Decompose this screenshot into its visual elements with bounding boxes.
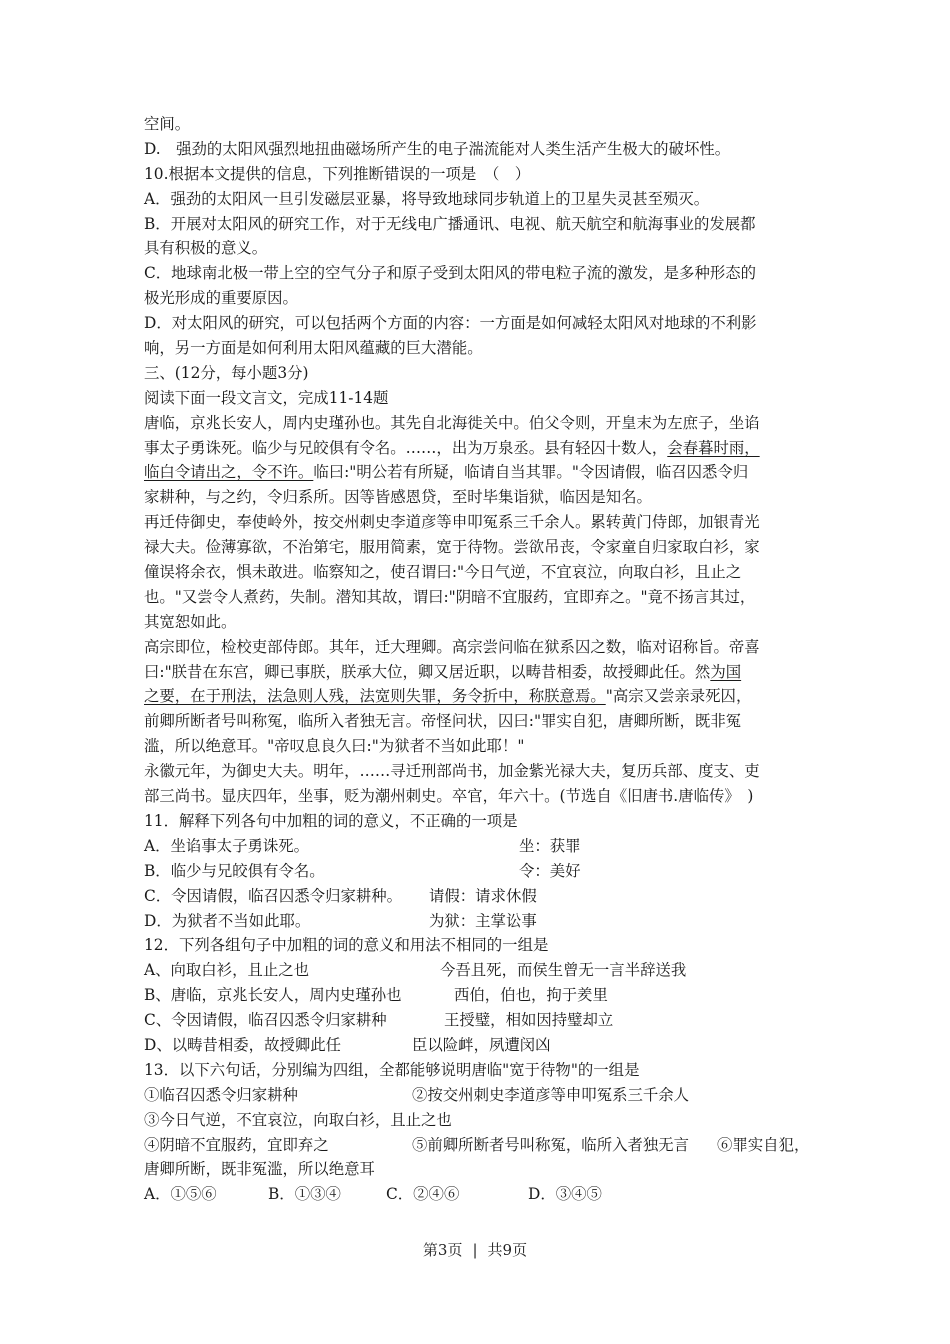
option-sentence: D．为狱者不当如此耶。 [144, 911, 311, 930]
passage-line: 高宗即位，检校吏部侍郎。其年，迁大理卿。高宗尝问临在狱系囚之数，临对诏称旨。帝喜 [144, 637, 760, 656]
option-c-q10: C．地球南北极一带上空的空气分子和原子受到太阳风的带电粒子流的激发，是多种形态的 [144, 264, 757, 283]
passage-text: 曰:"朕昔在东宫，卿已事朕，朕承大位，卿又居近职，以畴昔相委，故授卿此任。然 [144, 662, 711, 681]
answer-option-c: C．②④⑥ [386, 1185, 460, 1204]
option-d-q9: D. 强劲的太阳风强烈地扭曲磁场所产生的电子湍流能对人类生活产生极大的破坏性。 [144, 139, 731, 158]
choice-item: ②按交州刺史李道彦等申叩冤系三千余人 [412, 1085, 690, 1104]
answer-options-q13 [144, 1182, 824, 1207]
passage-line [144, 684, 824, 709]
option-gloss: 坐：获罪 [519, 836, 581, 855]
passage-text: 事太子勇诛死。临少与兄皎俱有令名。……，出为万泉丞。县有轻囚十数人， [144, 438, 668, 457]
choice-item: ①临召囚悉令归家耕种 [144, 1085, 298, 1104]
passage-line [144, 660, 824, 685]
page-total: 共9页 [487, 1241, 528, 1259]
section-heading: 三、(12分，每小题3分) [144, 363, 309, 382]
passage-line: 其宽恕如此。 [144, 612, 237, 631]
passage-line: 部三尚书。显庆四年，坐事，贬为潮州刺史。卒官，年六十。(节选自《旧唐书.唐临传》 ) [144, 787, 754, 806]
option-sentence: B、唐临，京兆长安人，周内史瑾孙也 [144, 986, 402, 1005]
passage-line: 禄大夫。俭薄寡欲，不治第宅，服用简素，宽于待物。尝欲吊丧，令家童自归家取白衫，家 [144, 538, 760, 557]
underlined-text: 之要，在于刑法，法急则人残，法宽则失罪，务令折中，称朕意焉。 [144, 687, 606, 706]
option-b-q11 [144, 859, 824, 884]
option-a-q12 [144, 958, 824, 983]
question-11: 11．解释下列各句中加粗的词的意义，不正确的一项是 [144, 811, 518, 830]
footer-divider: | [472, 1241, 478, 1259]
answer-option-a: A．①⑤⑥ [144, 1185, 217, 1204]
option-b-q12 [144, 983, 824, 1008]
text-line: 具有积极的意义。 [144, 239, 268, 258]
option-gloss: 为狱：主掌讼事 [429, 911, 537, 930]
option-sentence: B．临少与兄皎俱有令名。 [144, 861, 325, 880]
choice-row: ③今日气逆，不宜哀泣，向取白衫，且止之也 [144, 1110, 452, 1129]
passage-line: 也。"又尝令人煮药，失制。潜知其故，谓曰:"阴暗不宜服药，宜即弃之。"竟不扬言其过， [144, 587, 756, 606]
answer-option-d: D．③④⑤ [528, 1185, 602, 1204]
option-d-q10: D．对太阳风的研究，可以包括两个方面的内容：一方面是如何减轻太阳风对地球的不利影 [144, 314, 757, 333]
question-12: 12．下列各组句子中加粗的词的意义和用法不相同的一组是 [144, 936, 549, 955]
option-c-q11 [144, 884, 824, 909]
passage-line [144, 460, 824, 485]
question-10: 10.根据本文提供的信息，下列推断错误的一项是 （ ） [144, 164, 531, 183]
text-line: 响，另一方面是如何利用太阳风蕴藏的巨大潜能。 [144, 339, 483, 358]
option-sentence: A．坐谄事太子勇诛死。 [144, 836, 310, 855]
passage-line: 前卿所断者号叫称冤，临所入者独无言。帝怪问状，囚曰:"罪实自犯，唐卿所断，既非冤 [144, 712, 742, 731]
passage-line: 家耕种，与之约，令归系所。因等皆感恩贷，至时毕集诣狱，临因是知名。 [144, 488, 652, 507]
choice-item: ⑥罪实自犯， [717, 1135, 810, 1154]
page-footer [0, 1240, 950, 1260]
page-number: 第3页 [422, 1241, 463, 1259]
document-page [144, 112, 824, 1207]
text-line: 极光形成的重要原因。 [144, 289, 298, 308]
option-compare: 臣以险衅，夙遭闵凶 [412, 1035, 551, 1054]
passage-line: 永徽元年，为御史大夫。明年，……寻迁刑部尚书，加金紫光禄大夫，复历兵部、度支、吏 [144, 762, 760, 781]
passage-text: "高宗又尝亲录死囚， [605, 687, 752, 706]
passage-line: 唐临，京兆长安人，周内史瑾孙也。其先自北海徙关中。伯父令则，开皇末为左庶子，坐谄 [144, 413, 760, 432]
passage-line: 再迁侍御史，奉使岭外，按交州刺史李道彦等申叩冤系三千余人。累转黄门侍郎，加银青光 [144, 513, 760, 532]
answer-option-b: B．①③④ [268, 1185, 341, 1204]
option-c-q12 [144, 1008, 824, 1033]
reading-instruction: 阅读下面一段文言文，完成11-14题 [144, 388, 389, 407]
choice-row [144, 1133, 824, 1158]
option-sentence: C、令因请假，临召囚悉令归家耕种 [144, 1011, 387, 1030]
choice-item: ④阴暗不宜服药，宜即弃之 [144, 1135, 329, 1154]
option-a-q11 [144, 834, 824, 859]
passage-line: 滥，所以绝意耳。"帝叹息良久曰:"为狱者不当如此耶！" [144, 737, 525, 756]
option-compare: 王授璧，相如因持璧却立 [444, 1011, 614, 1030]
option-d-q12 [144, 1033, 824, 1058]
option-gloss: 请假：请求休假 [429, 886, 537, 905]
underlined-text: 临白令请出之，令不许。 [144, 463, 314, 482]
option-a-q10: A．强劲的太阳风一旦引发磁层亚暴，将导致地球同步轨道上的卫星失灵甚至殒灭。 [144, 189, 710, 208]
passage-line [144, 436, 824, 461]
option-sentence: A、向取白衫，且止之也 [144, 961, 310, 980]
option-b-q10: B．开展对太阳风的研究工作，对于无线电广播通讯、电视、航天航空和航海事业的发展都 [144, 214, 756, 233]
underlined-text: 会春暮时雨， [667, 438, 760, 457]
passage-line: 僮误将余衣，惧未敢进。临察知之，使召谓曰:"今日气逆，不宜哀泣，向取白衫，且止之 [144, 563, 742, 582]
choice-item: ⑤前卿所断者号叫称冤，临所入者独无言 [412, 1135, 690, 1154]
choice-row: 唐卿所断，既非冤滥，所以绝意耳 [144, 1160, 375, 1179]
underlined-text: 为国 [710, 662, 742, 681]
question-13: 13．以下六句话，分别编为四组，全都能够说明唐临"宽于待物"的一组是 [144, 1060, 640, 1079]
passage-text: 临曰:"明公若有所疑，临请自当其罪。"令因请假，临召囚悉令归 [313, 463, 749, 482]
option-sentence: C．令因请假，临召囚悉令归家耕种。 [144, 886, 403, 905]
option-gloss: 令：美好 [519, 861, 581, 880]
option-sentence: D、以畴昔相委，故授卿此任 [144, 1035, 342, 1054]
choice-row [144, 1083, 824, 1108]
option-compare: 西伯，伯也，拘于羑里 [454, 986, 608, 1005]
option-compare: 今吾且死，而侯生曾无一言半辞送我 [440, 961, 687, 980]
option-d-q11 [144, 909, 824, 934]
text-line: 空间。 [144, 115, 191, 133]
